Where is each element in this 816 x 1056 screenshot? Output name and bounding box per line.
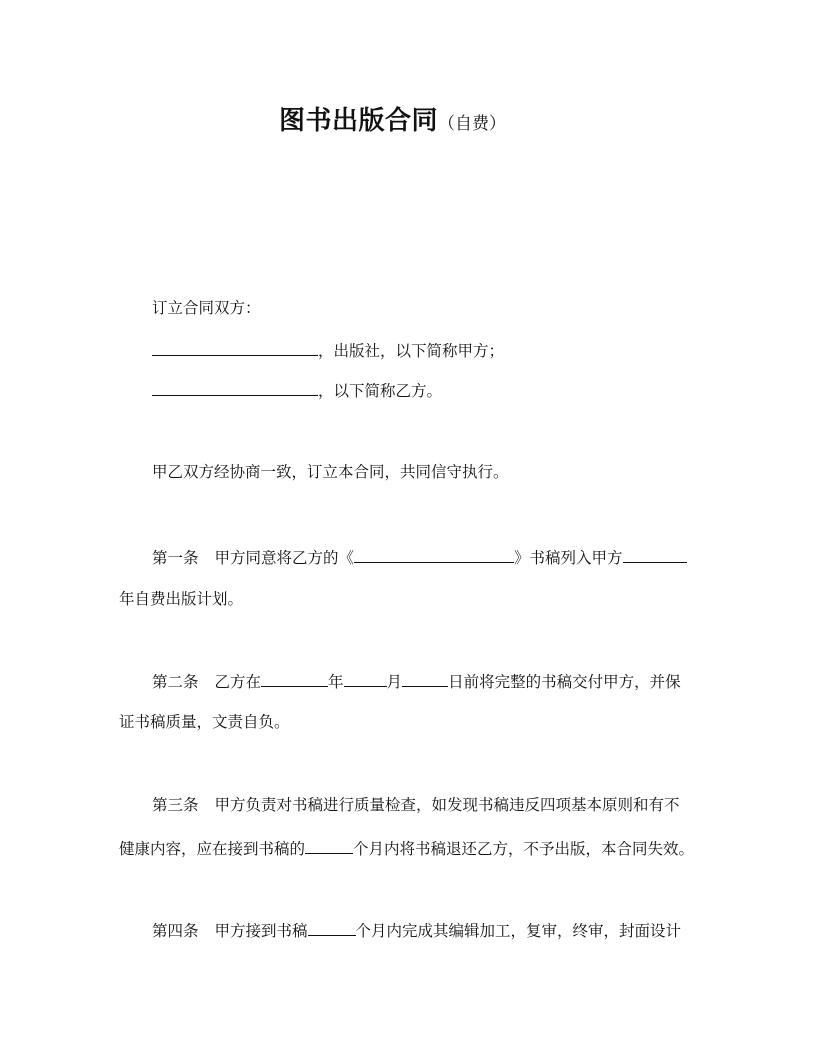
article-4-line-1 (152, 920, 681, 941)
article-3-line-2 (119, 838, 694, 859)
year-blank[interactable] (261, 671, 328, 687)
year-blank[interactable] (623, 547, 687, 563)
party-b-line (152, 380, 442, 401)
article-text: 乙方在 (214, 673, 262, 691)
party-b-text: ，以下简称乙方。 (318, 382, 443, 400)
article-2-line-1 (152, 671, 681, 692)
day-blank[interactable] (402, 671, 448, 687)
article-text: 甲方同意将乙方的《 (214, 549, 355, 567)
party-a-text: ，出版社，以下简称甲方； (318, 342, 505, 360)
parties-heading: 订立合同双方： (152, 299, 261, 317)
article-label: 第三条 (152, 796, 199, 814)
article-text: 月 (386, 673, 403, 691)
document-title (279, 100, 506, 137)
article-text: 日前将完整的书稿交付甲方，并保 (448, 673, 681, 691)
article-text: 甲方负责对书稿进行质量检查，如发现书稿违反四项基本原则和有不 (214, 796, 680, 814)
party-a-line (152, 340, 504, 361)
article-text: 年 (328, 673, 344, 691)
month-blank[interactable] (344, 671, 387, 687)
article-text: 》书稿列入甲方 (514, 549, 623, 567)
article-3-line-1 (152, 795, 680, 815)
party-b-blank[interactable] (152, 380, 318, 396)
article-1-line-2: 年自费出版计划。 (119, 590, 244, 608)
article-text: 个月内将书稿退还乙方，不予出版，本合同失效。 (353, 840, 695, 858)
article-text: 健康内容，应在接到书稿的 (119, 840, 306, 858)
months-blank[interactable] (305, 838, 353, 854)
book-title-blank[interactable] (354, 547, 514, 563)
article-text: 甲方接到书稿 (214, 922, 308, 940)
party-a-blank[interactable] (152, 340, 318, 356)
title-main: 图书出版合同 (279, 106, 439, 136)
article-2-line-2: 证书稿质量，文责自负。 (119, 713, 290, 731)
months-blank[interactable] (308, 920, 356, 936)
article-label: 第一条 (152, 549, 199, 567)
preamble: 甲乙双方经协商一致，订立本合同，共同信守执行。 (152, 463, 509, 481)
article-label: 第四条 (152, 922, 199, 940)
article-text: 个月内完成其编辑加工，复审，终审，封面设计 (355, 922, 682, 940)
article-1-line-1 (152, 547, 687, 568)
title-sub: （自费） (438, 114, 507, 134)
article-label: 第二条 (152, 673, 199, 691)
